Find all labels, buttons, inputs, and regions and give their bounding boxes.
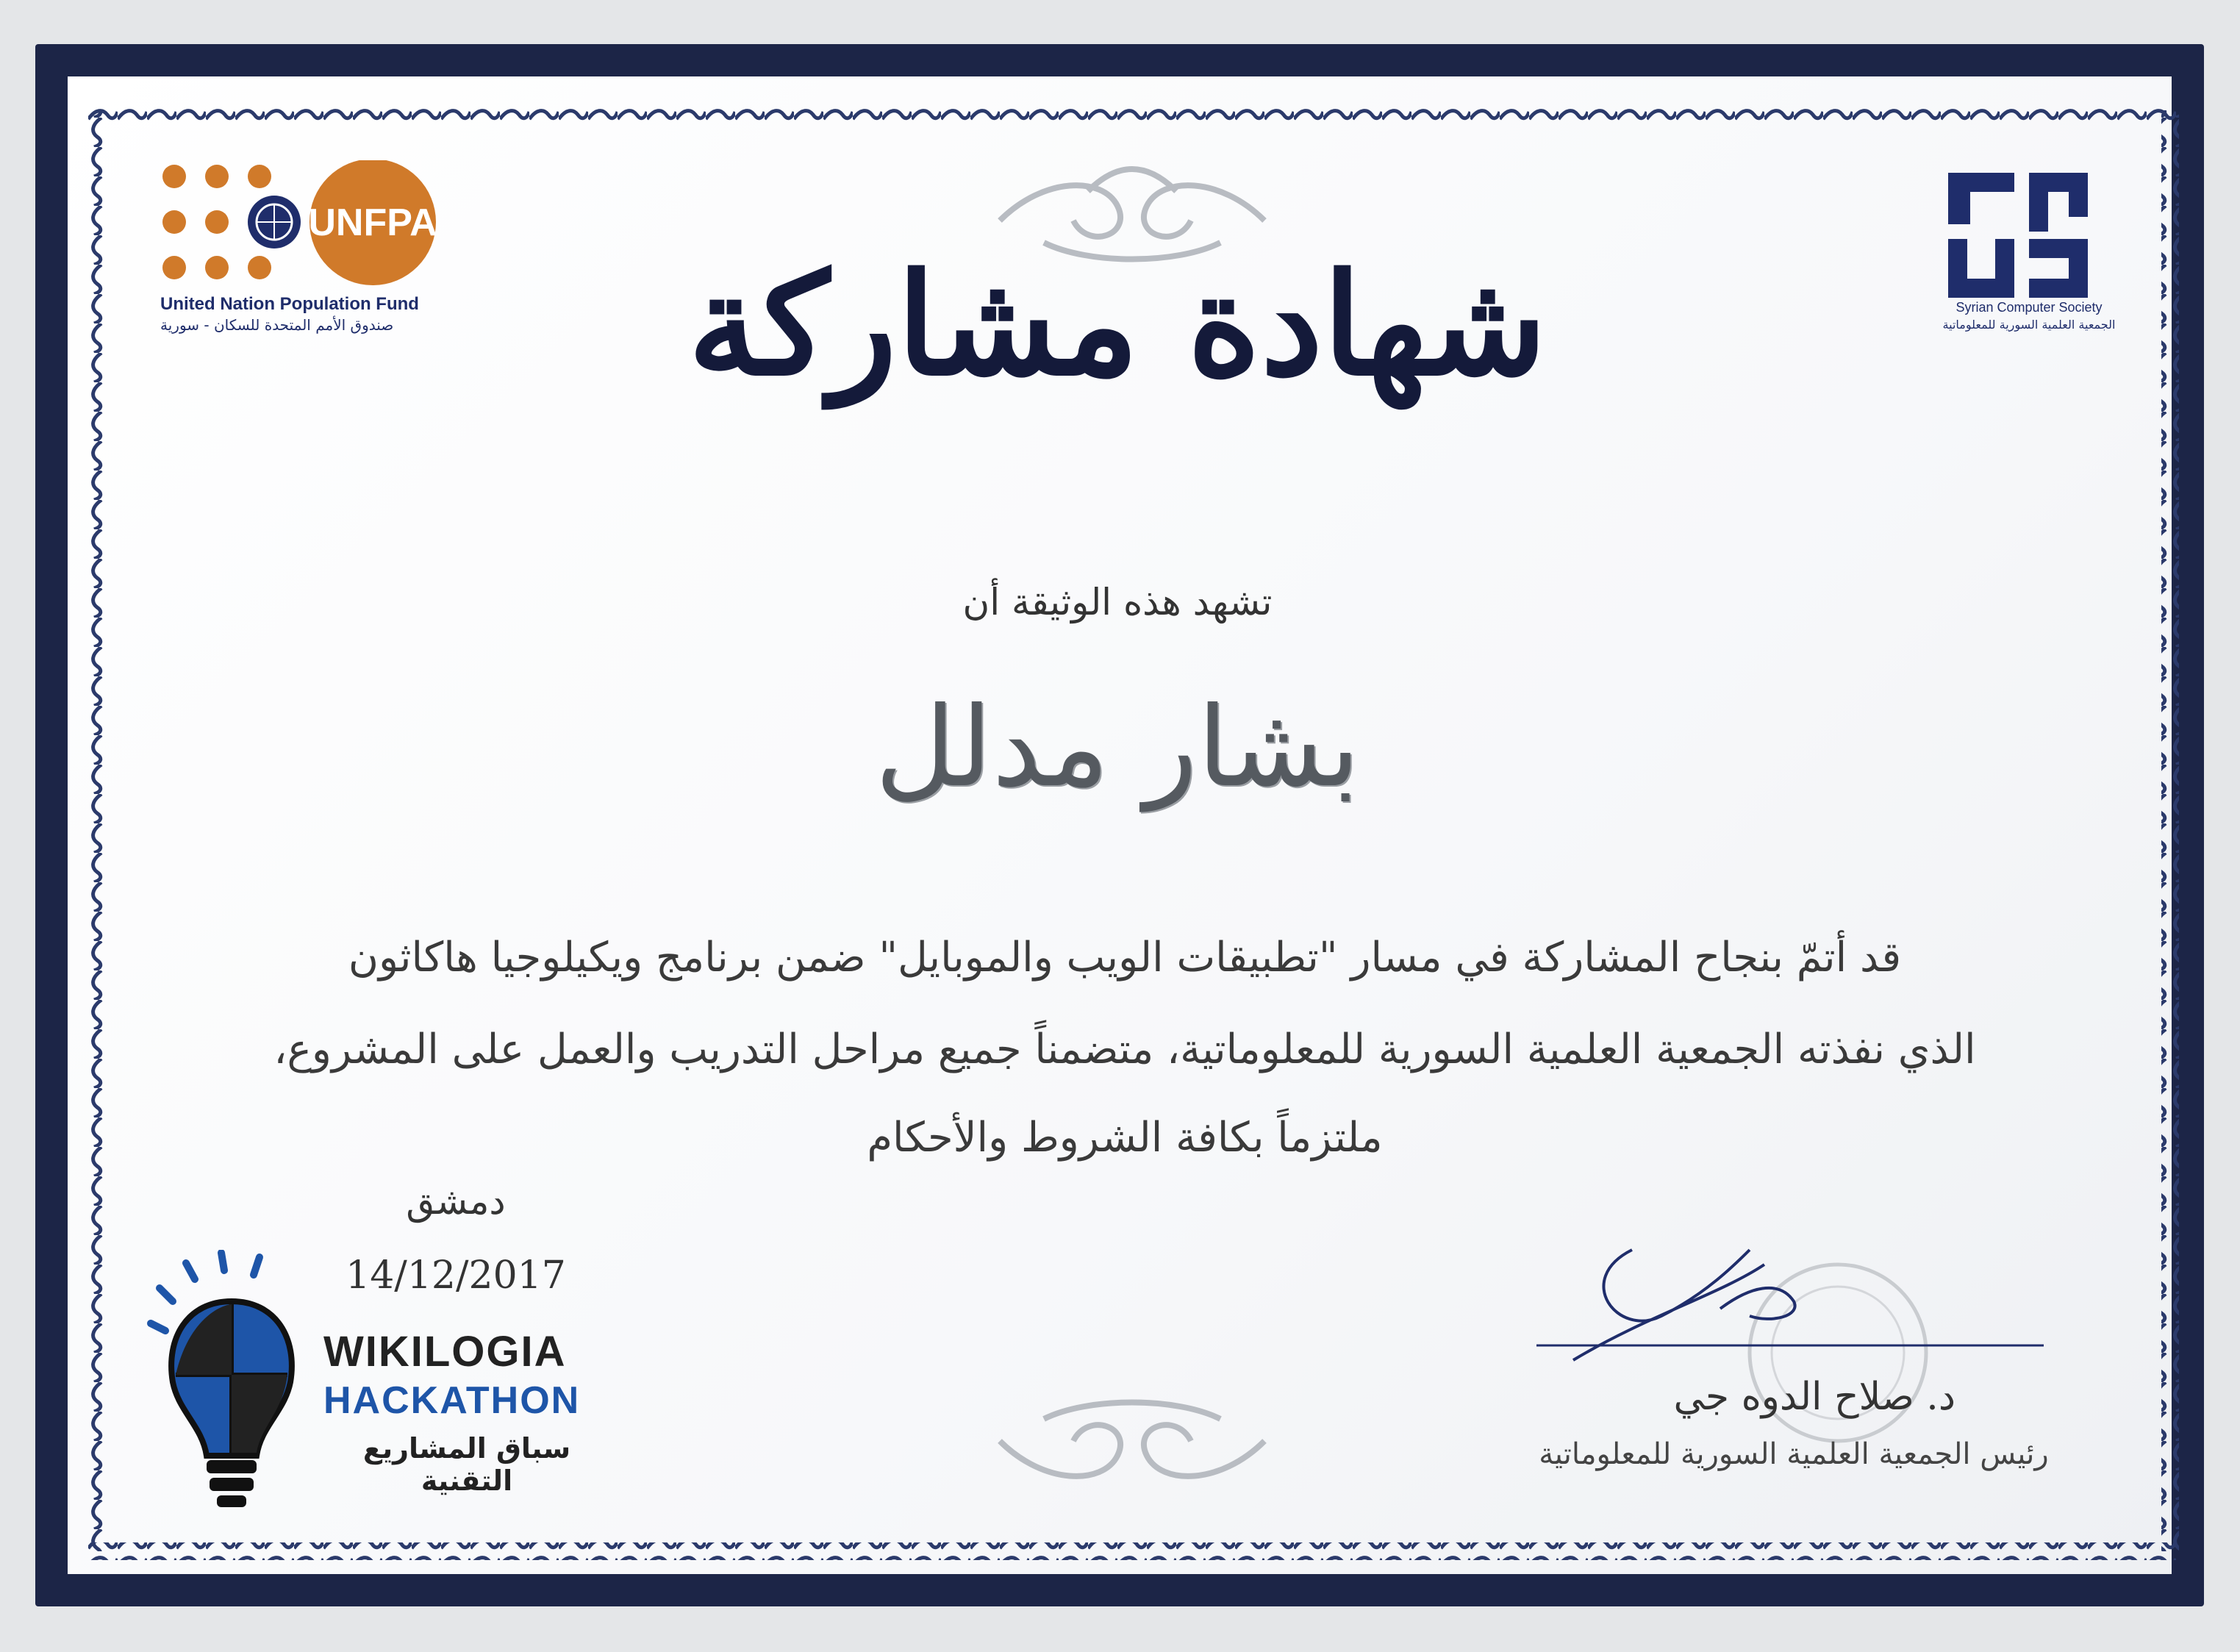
unfpa-logo bbox=[158, 160, 445, 293]
un-emblem-icon bbox=[248, 196, 301, 248]
certificate-title: شهادة مشاركة bbox=[687, 243, 1547, 407]
unfpa-mark: UNFPA bbox=[308, 201, 437, 244]
signatory-name: د. صلاح الدوه جي bbox=[1673, 1375, 1955, 1419]
signature-icon bbox=[1529, 1235, 2058, 1470]
unfpa-caption-ar: صندوق الأمم المتحدة للسكان - سورية bbox=[160, 316, 394, 334]
lightbulb-puzzle-icon bbox=[143, 1250, 320, 1515]
wikilogia-title: WIKILOGIA bbox=[323, 1328, 567, 1376]
city: دمشق bbox=[406, 1180, 506, 1223]
date: 14/12/2017 bbox=[346, 1254, 566, 1298]
body-line-2: الذي نفذته الجمعية العلمية السورية للمعلوماتية، متضمناً جميع مراحل التدريب والعمل على المشروع، bbox=[273, 1026, 1976, 1073]
unfpa-caption-en: United Nation Population Fund bbox=[160, 294, 419, 314]
signatory-title: رئيس الجمعية العلمية السورية للمعلوماتية bbox=[1539, 1437, 2049, 1471]
scs-caption-ar: الجمعية العلمية السورية للمعلوماتية bbox=[1942, 318, 2116, 332]
body-line-3: ملتزماً بكافة الشروط والأحكام bbox=[867, 1114, 1383, 1162]
recipient-name: بشار مدلل bbox=[875, 684, 1360, 812]
wikilogia-tagline: سباق المشاريع التقنية bbox=[362, 1432, 571, 1497]
scs-kufic-logo-icon bbox=[1948, 165, 2110, 298]
wikilogia-subtitle: HACKATHON bbox=[323, 1379, 581, 1422]
attest-text: تشهد هذه الوثيقة أن bbox=[962, 581, 1273, 623]
scs-caption-en: Syrian Computer Society bbox=[1955, 300, 2103, 315]
body-line-1: قد أتمّ بنجاح المشاركة في مسار "تطبيقات الويب والموبايل" ضمن برنامج ويكيلوجيا هاكاثون bbox=[348, 934, 1902, 981]
bottom-ornament-icon bbox=[1000, 1403, 1264, 1476]
